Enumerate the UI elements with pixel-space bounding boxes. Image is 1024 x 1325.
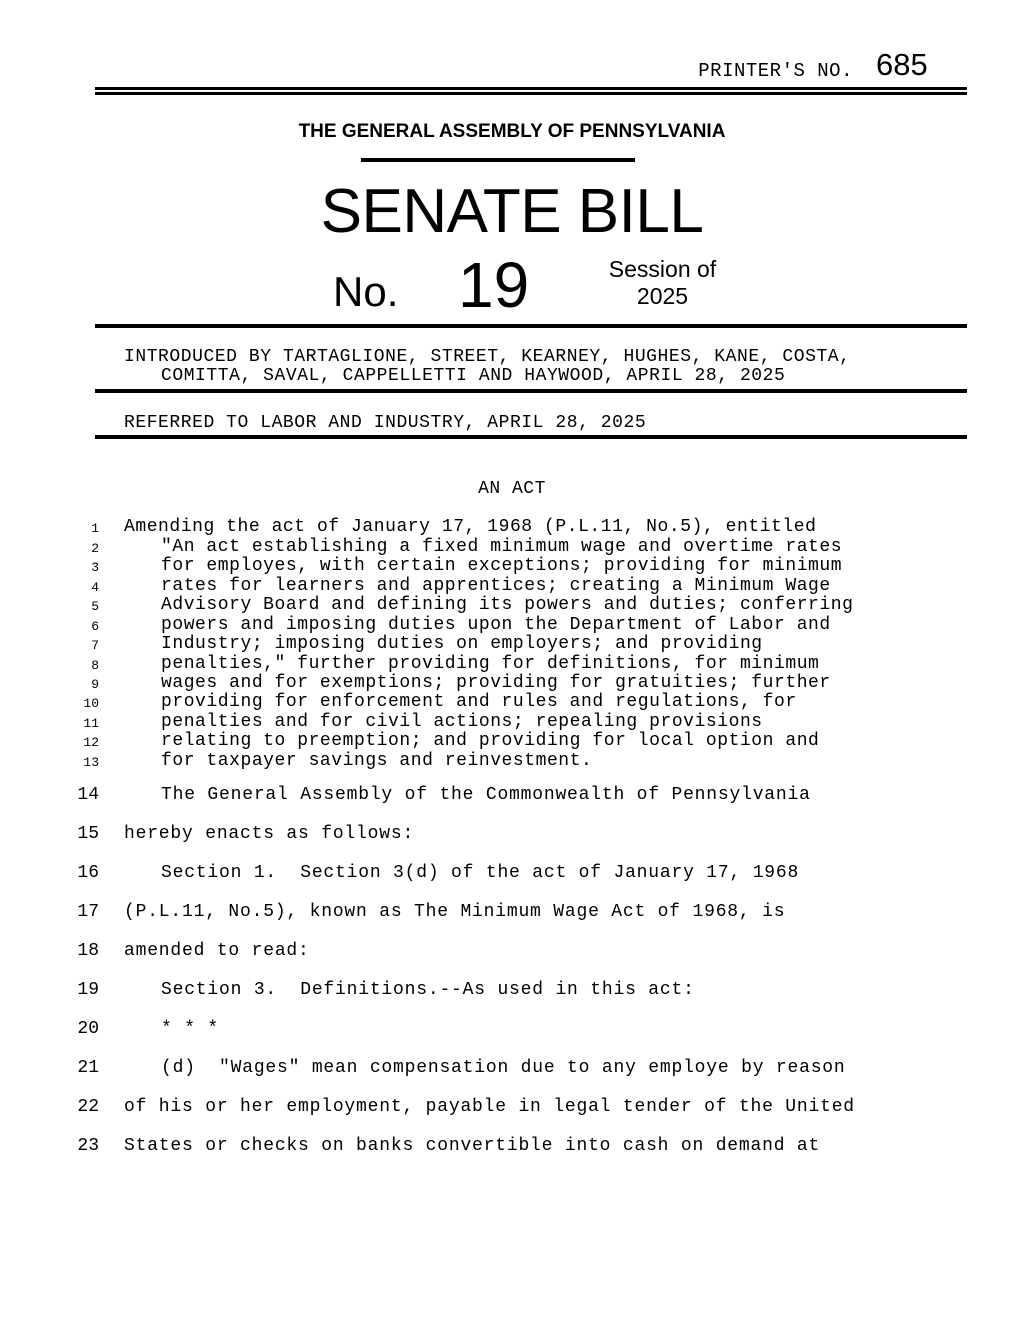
printers-no-label: PRINTER'S NO. <box>698 60 853 82</box>
line-text: Section 1. Section 3(d) of the act of January 17, 1968 <box>161 863 800 883</box>
body-line <box>0 902 1024 926</box>
line-text: The General Assembly of the Commonwealth of Pennsylvania <box>161 785 811 805</box>
referred-divider-rule <box>95 435 967 439</box>
title-line <box>0 712 1024 732</box>
session-label: Session of <box>608 256 717 282</box>
line-number: 22 <box>77 1097 99 1117</box>
line-number: 16 <box>77 863 99 883</box>
top-double-rule-lower <box>95 92 967 95</box>
body-line <box>0 1097 1024 1121</box>
line-text: powers and imposing duties upon the Department of Labor and <box>161 615 831 635</box>
line-number: 20 <box>77 1019 99 1039</box>
assembly-title: THE GENERAL ASSEMBLY OF PENNSYLVANIA <box>298 121 726 142</box>
introduced-divider-rule <box>95 389 967 393</box>
referred-to-line: REFERRED TO LABOR AND INDUSTRY, APRIL 28, 2025 <box>124 413 647 433</box>
bill-type-heading: SENATE BILL <box>320 177 704 246</box>
line-text: rates for learners and apprentices; creating a Minimum Wage <box>161 576 831 596</box>
line-text: (d) "Wages" mean compensation due to any employe by reason <box>161 1058 846 1078</box>
title-line <box>0 576 1024 596</box>
line-number: 5 <box>91 599 99 614</box>
line-number: 6 <box>91 619 99 634</box>
title-line <box>0 692 1024 712</box>
line-text: Section 3. Definitions.--As used in this act: <box>161 980 695 1000</box>
line-text: penalties and for civil actions; repealing provisions <box>161 712 763 732</box>
line-number: 17 <box>77 902 99 922</box>
title-line <box>0 537 1024 557</box>
introduced-by-line-1: INTRODUCED BY TARTAGLIONE, STREET, KEARNEY, HUGHES, KANE, COSTA, <box>124 347 851 367</box>
line-number: 9 <box>91 677 99 692</box>
line-number: 23 <box>77 1136 99 1156</box>
line-number: 11 <box>83 716 99 731</box>
line-text: of his or her employment, payable in legal tender of the United <box>124 1097 855 1117</box>
bill-number: 19 <box>458 249 530 321</box>
title-line <box>0 634 1024 654</box>
line-number: 19 <box>77 980 99 1000</box>
line-number: 1 <box>91 521 99 536</box>
line-number: 12 <box>83 735 99 750</box>
line-number: 8 <box>91 658 99 673</box>
title-line <box>0 731 1024 751</box>
top-double-rule-upper <box>95 87 967 90</box>
line-text: providing for enforcement and rules and regulations, for <box>161 692 797 712</box>
header-divider-rule <box>95 324 967 328</box>
line-text: amended to read: <box>124 941 310 961</box>
printers-number: 685 <box>876 47 928 82</box>
line-text: for taxpayer savings and reinvestment. <box>161 751 593 771</box>
line-text: * * * <box>161 1019 220 1039</box>
line-text: for employes, with certain exceptions; providing for minimum <box>161 556 843 576</box>
line-text: "An act establishing a fixed minimum wage and overtime rates <box>161 537 843 557</box>
title-line <box>0 654 1024 674</box>
line-text: Advisory Board and defining its powers and duties; conferring <box>161 595 854 615</box>
body-line <box>0 941 1024 965</box>
line-text: relating to preemption; and providing for local option and <box>161 731 820 751</box>
an-act-heading: AN ACT <box>478 479 546 499</box>
bill-no-label: No. <box>333 268 399 315</box>
line-number: 7 <box>91 638 99 653</box>
line-number: 15 <box>77 824 99 844</box>
body-line <box>0 1019 1024 1043</box>
title-line <box>0 517 1024 537</box>
line-number: 21 <box>77 1058 99 1078</box>
body-line <box>0 863 1024 887</box>
body-line <box>0 785 1024 809</box>
line-number: 2 <box>91 541 99 556</box>
line-text: Industry; imposing duties on employers; and providing <box>161 634 763 654</box>
line-number: 10 <box>83 696 99 711</box>
line-number: 13 <box>83 755 99 770</box>
line-text: wages and for exemptions; providing for gratuities; further <box>161 673 831 693</box>
body-line <box>0 980 1024 1004</box>
title-line <box>0 673 1024 693</box>
title-line <box>0 751 1024 771</box>
line-text: States or checks on banks convertible into cash on demand at <box>124 1136 821 1156</box>
body-line <box>0 1058 1024 1082</box>
line-text: Amending the act of January 17, 1968 (P.L.11, No.5), entitled <box>124 517 817 537</box>
introduced-by-line-2: COMITTA, SAVAL, CAPPELLETTI AND HAYWOOD, APRIL 28, 2025 <box>161 366 786 386</box>
line-text: penalties," further providing for definitions, for minimum <box>161 654 820 674</box>
session-year: 2025 <box>636 283 689 309</box>
title-underline-rule <box>361 158 635 162</box>
line-number: 18 <box>77 941 99 961</box>
title-line <box>0 595 1024 615</box>
title-line <box>0 556 1024 576</box>
line-number: 14 <box>77 785 99 805</box>
line-text: (P.L.11, No.5), known as The Minimum Wage Act of 1968, is <box>124 902 786 922</box>
line-text: hereby enacts as follows: <box>124 824 415 844</box>
body-line <box>0 824 1024 848</box>
title-line <box>0 615 1024 635</box>
body-line <box>0 1136 1024 1160</box>
line-number: 3 <box>91 560 99 575</box>
line-number: 4 <box>91 580 99 595</box>
